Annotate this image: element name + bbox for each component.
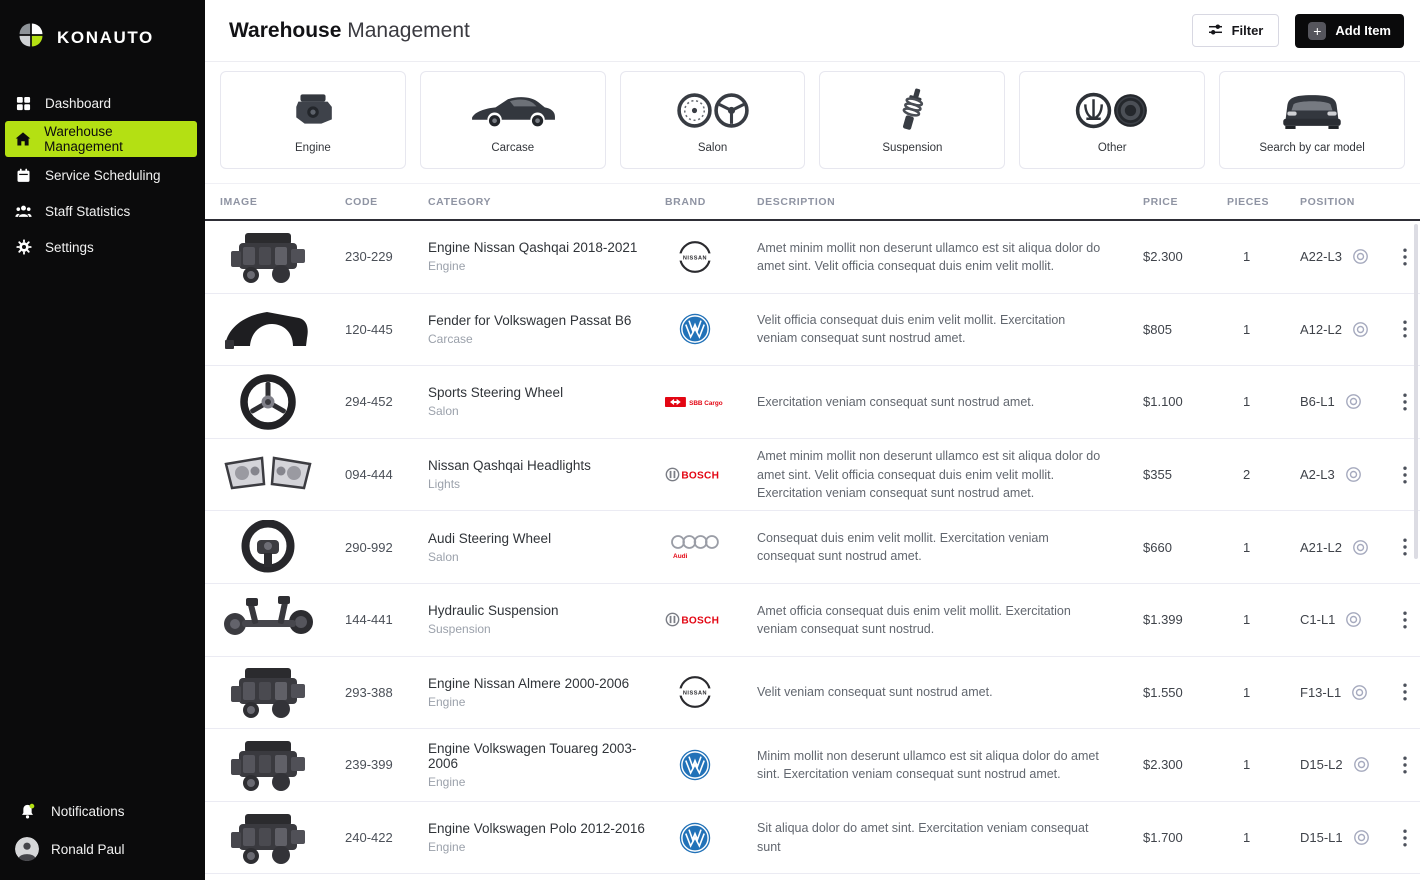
product-image <box>220 518 315 576</box>
item-pieces: 1 <box>1243 757 1251 773</box>
kebab-menu-icon[interactable] <box>1397 825 1413 851</box>
sidebar-footer <box>0 792 205 880</box>
target-icon[interactable] <box>1352 248 1369 265</box>
item-title: Engine Volkswagen Polo 2012-2016 <box>428 821 645 837</box>
item-code: 293-388 <box>345 684 393 700</box>
sidebar-nav <box>0 85 205 265</box>
sidebar-item-label: Settings <box>45 239 94 255</box>
item-position: C1-L1 <box>1300 612 1336 628</box>
gear-icon <box>15 239 32 256</box>
kebab-menu-icon[interactable] <box>1397 389 1413 415</box>
target-icon[interactable] <box>1345 466 1362 483</box>
table-row[interactable] <box>205 729 1420 802</box>
add-item-button[interactable]: + Add Item <box>1295 14 1404 48</box>
sidebar-item-label: Warehouse Management <box>44 124 123 154</box>
item-pieces: 1 <box>1243 321 1251 337</box>
item-subcategory: Engine <box>428 259 466 274</box>
item-price: $2.300 <box>1143 757 1183 773</box>
category-card-suspension[interactable] <box>819 71 1005 169</box>
staff-icon <box>15 203 32 220</box>
category-card-label: Suspension <box>882 142 943 154</box>
target-icon[interactable] <box>1353 756 1370 773</box>
item-description: Amet minim mollit non deserunt ullamco est sit aliqua dolor do amet sint. Velit officia consequat duis enim velit mollit. Exercitation veniam consequat sunt nostrud amet. <box>757 449 1101 500</box>
category-card-label: Carcase <box>491 142 535 154</box>
category-card-label: Other <box>1097 142 1127 154</box>
table-row[interactable] <box>205 221 1420 294</box>
column-header-pieces: PIECES <box>1227 195 1270 208</box>
target-icon[interactable] <box>1351 684 1368 701</box>
table-row[interactable] <box>205 439 1420 512</box>
sidebar-footer-label: Ronald Paul <box>51 841 125 857</box>
topbar-actions <box>1192 14 1404 48</box>
column-header-position: POSITION <box>1300 195 1355 208</box>
sidebar <box>0 0 205 880</box>
item-pieces: 1 <box>1243 394 1251 410</box>
target-icon[interactable] <box>1352 539 1369 556</box>
kebab-menu-icon[interactable] <box>1397 244 1413 270</box>
bell-icon <box>15 799 39 823</box>
svg-text:BOSCH: BOSCH <box>681 470 720 482</box>
item-description: Velit veniam consequat sunt nostrud amet. <box>757 685 993 700</box>
svg-text:NISSAN: NISSAN <box>682 690 708 697</box>
item-title: Engine Nissan Qashqai 2018-2021 <box>428 240 638 256</box>
item-subcategory: Carcase <box>428 331 473 346</box>
home-icon <box>15 131 31 148</box>
brand-logo <box>665 466 725 483</box>
column-header-image: IMAGE <box>220 195 258 208</box>
item-price: $1.399 <box>1143 612 1183 628</box>
item-subcategory: Engine <box>428 694 466 709</box>
suspension-category-icon <box>896 72 928 142</box>
item-position: D15-L1 <box>1300 830 1343 846</box>
pinwheel-logo-icon <box>16 20 46 55</box>
item-subcategory: Engine <box>428 840 466 855</box>
table-row[interactable] <box>205 511 1420 584</box>
brand-logo <box>665 611 725 628</box>
avatar <box>15 837 39 861</box>
product-image <box>220 446 315 504</box>
item-title: Nissan Qashqai Headlights <box>428 458 591 474</box>
table-body <box>205 221 1420 880</box>
category-card-search-by-car-model[interactable] <box>1219 71 1405 169</box>
item-subcategory: Salon <box>428 549 459 564</box>
target-icon[interactable] <box>1353 829 1370 846</box>
kebab-menu-icon[interactable] <box>1397 462 1413 488</box>
svg-text:BOSCH: BOSCH <box>681 615 720 627</box>
item-price: $1.100 <box>1143 394 1183 410</box>
brand-logo <box>665 822 725 854</box>
table-row[interactable] <box>205 294 1420 367</box>
sidebar-item-label: Staff Statistics <box>45 203 131 219</box>
item-code: 120-445 <box>345 321 393 337</box>
product-image <box>220 663 315 721</box>
dashboard-icon <box>15 95 32 112</box>
item-title: Engine Nissan Almere 2000-2006 <box>428 675 630 691</box>
salon-category-icon <box>676 72 750 142</box>
sidebar-footer-label: Notifications <box>51 803 125 819</box>
product-image <box>220 300 315 358</box>
kebab-menu-icon[interactable] <box>1397 316 1413 342</box>
kebab-menu-icon[interactable] <box>1397 752 1413 778</box>
sidebar-footer-ronald-paul[interactable] <box>5 830 197 868</box>
sidebar-item-settings[interactable] <box>5 229 197 265</box>
item-price: $1.700 <box>1143 830 1183 846</box>
sidebar-item-label: Dashboard <box>45 95 112 111</box>
item-code: 240-422 <box>345 830 393 846</box>
sidebar-footer-notifications[interactable] <box>5 792 197 830</box>
item-position: F13-L1 <box>1300 684 1342 700</box>
topbar <box>205 0 1420 62</box>
product-image <box>220 373 315 431</box>
item-pieces: 1 <box>1243 612 1251 628</box>
table-row[interactable] <box>205 584 1420 657</box>
brand-logo <box>665 395 725 409</box>
logo-text: KONAUTO <box>57 27 154 47</box>
item-subcategory: Engine <box>428 774 466 789</box>
item-subcategory: Suspension <box>428 622 491 637</box>
filter-button[interactable]: Filter <box>1192 14 1280 47</box>
item-title: Sports Steering Wheel <box>428 385 564 401</box>
item-title: Hydraulic Suspension <box>428 603 559 619</box>
item-code: 239-399 <box>345 757 393 773</box>
brand-logo <box>665 749 725 781</box>
target-icon[interactable] <box>1345 393 1362 410</box>
item-description: Sit aliqua dolor do amet sint. Exercitation veniam consequat sunt <box>757 821 1089 854</box>
product-image <box>220 809 315 867</box>
table-row[interactable] <box>205 366 1420 439</box>
category-card-carcase[interactable] <box>420 71 606 169</box>
kebab-menu-icon[interactable] <box>1397 534 1413 560</box>
item-description: Velit officia consequat duis enim velit mollit. Exercitation veniam consequat sunt nostrud amet. <box>757 313 1066 346</box>
item-position: A2-L3 <box>1300 467 1335 483</box>
item-position: B6-L1 <box>1300 394 1335 410</box>
plus-icon: + <box>1308 22 1326 40</box>
calendar-icon <box>15 167 32 184</box>
car-search-category-icon <box>1279 72 1345 142</box>
item-title: Audi Steering Wheel <box>428 530 552 546</box>
item-position: D15-L2 <box>1300 757 1343 773</box>
item-code: 230-229 <box>345 249 393 265</box>
sidebar-item-dashboard[interactable] <box>5 85 197 121</box>
item-price: $805 <box>1143 321 1172 337</box>
category-cards <box>205 62 1420 183</box>
logo <box>0 0 205 85</box>
sidebar-item-warehouse-management[interactable] <box>5 121 197 157</box>
category-card-label: Engine <box>295 142 331 154</box>
item-pieces: 1 <box>1243 249 1251 265</box>
column-header-category: CATEGORY <box>428 195 492 208</box>
item-title: Fender for Volkswagen Passat B6 <box>428 312 632 328</box>
item-description: Minim mollit non deserunt ullamco est sit aliqua dolor do amet sint. Exercitation veniam consequat sunt nostrud amet. <box>757 748 1099 781</box>
target-icon[interactable] <box>1352 321 1369 338</box>
item-price: $1.550 <box>1143 684 1183 700</box>
brand-logo <box>665 534 725 561</box>
item-code: 144-441 <box>345 612 393 628</box>
sliders-icon <box>1208 23 1223 39</box>
table-row[interactable] <box>205 802 1420 875</box>
other-category-icon <box>1074 72 1150 142</box>
column-header-price: PRICE <box>1143 195 1179 208</box>
item-price: $660 <box>1143 539 1172 555</box>
item-pieces: 2 <box>1243 467 1251 483</box>
item-pieces: 1 <box>1243 830 1251 846</box>
category-card-salon[interactable] <box>620 71 806 169</box>
sidebar-item-service-scheduling[interactable] <box>5 157 197 193</box>
svg-text:Audi: Audi <box>673 552 688 560</box>
item-position: A12-L2 <box>1300 321 1342 337</box>
svg-text:NISSAN: NISSAN <box>682 255 708 262</box>
sidebar-item-label: Service Scheduling <box>45 167 161 183</box>
item-subcategory: Lights <box>428 477 461 492</box>
item-description: Consequat duis enim velit mollit. Exercitation veniam consequat sunt nostrud amet. <box>757 531 1049 564</box>
scrollbar[interactable] <box>1414 224 1418 559</box>
product-image <box>220 736 315 794</box>
product-image <box>220 228 315 286</box>
item-description: Exercitation veniam consequat sunt nostrud amet. <box>757 394 1035 409</box>
item-price: $2.300 <box>1143 249 1183 265</box>
main-content <box>205 0 1420 880</box>
item-position: A22-L3 <box>1300 249 1342 265</box>
item-price: $355 <box>1143 467 1172 483</box>
brand-logo <box>665 674 725 710</box>
category-card-engine[interactable] <box>220 71 406 169</box>
item-pieces: 1 <box>1243 684 1251 700</box>
carcase-category-icon <box>469 72 557 142</box>
item-title: Engine Volkswagen Touareg 2003-2006 <box>428 740 637 771</box>
column-header-code: CODE <box>345 195 378 208</box>
table-header <box>205 183 1420 221</box>
sidebar-item-staff-statistics[interactable] <box>5 193 197 229</box>
brand-logo <box>665 239 725 275</box>
item-code: 094-444 <box>345 467 393 483</box>
svg-text:SBB Cargo: SBB Cargo <box>689 399 723 407</box>
kebab-menu-icon[interactable] <box>1397 679 1413 705</box>
item-position: A21-L2 <box>1300 539 1342 555</box>
page-title: Warehouse Management <box>229 18 470 42</box>
column-header-description: DESCRIPTION <box>757 195 836 208</box>
product-image <box>220 591 315 649</box>
item-pieces: 1 <box>1243 539 1251 555</box>
category-card-label: Salon <box>697 142 728 154</box>
kebab-menu-icon[interactable] <box>1397 607 1413 633</box>
target-icon[interactable] <box>1345 611 1362 628</box>
category-card-other[interactable] <box>1019 71 1205 169</box>
item-subcategory: Salon <box>428 404 459 419</box>
table-row[interactable] <box>205 657 1420 730</box>
item-description: Amet minim mollit non deserunt ullamco est sit aliqua dolor do amet sint. Velit officia consequat duis enim velit mollit. <box>757 240 1101 273</box>
item-code: 294-452 <box>345 394 393 410</box>
engine-category-icon <box>290 72 336 142</box>
column-header-brand: BRAND <box>665 195 706 208</box>
brand-logo <box>665 313 725 345</box>
item-description: Amet officia consequat duis enim velit mollit. Exercitation veniam consequat sunt nostrud. <box>757 603 1071 636</box>
category-card-label: Search by car model <box>1259 142 1365 154</box>
item-code: 290-992 <box>345 539 393 555</box>
